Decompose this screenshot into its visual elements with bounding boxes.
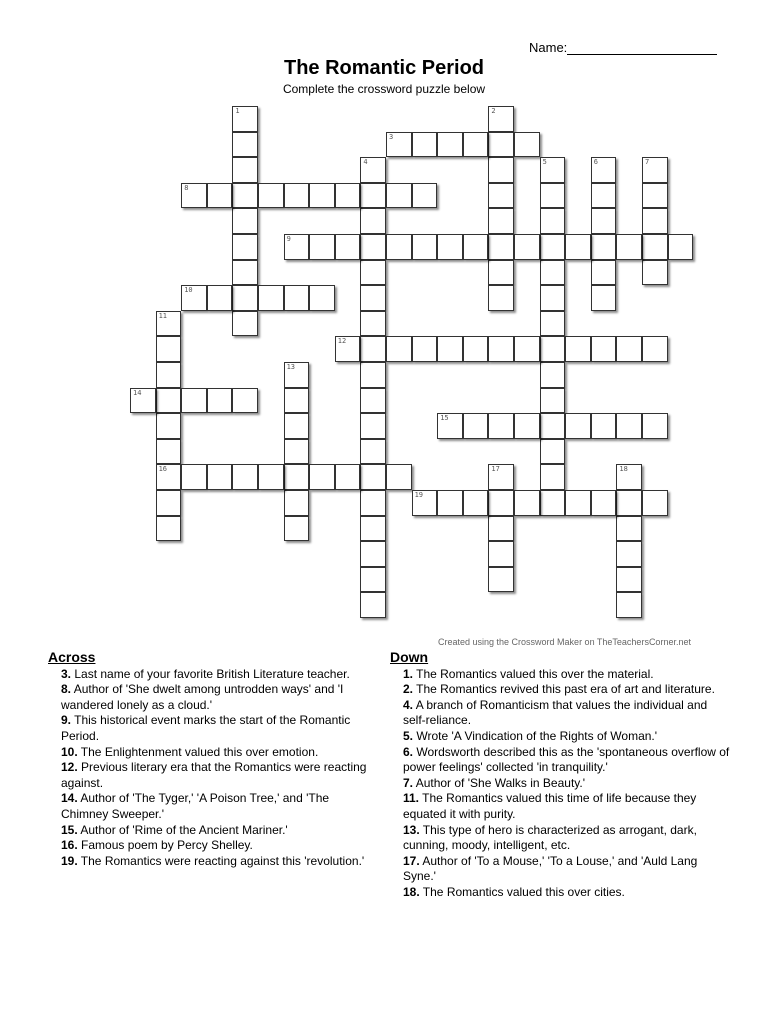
crossword-cell[interactable] (360, 567, 386, 593)
crossword-cell[interactable] (181, 464, 207, 490)
clue-number: 4 (363, 158, 368, 167)
crossword-cell[interactable] (565, 336, 591, 362)
crossword-cell[interactable] (642, 336, 668, 362)
crossword-cell[interactable] (540, 490, 566, 516)
crossword-cell[interactable] (335, 464, 361, 490)
crossword-cell[interactable] (232, 106, 258, 132)
crossword-cell[interactable] (616, 567, 642, 593)
crossword-cell[interactable] (360, 183, 386, 209)
crossword-cell[interactable] (540, 464, 566, 490)
crossword-cell[interactable] (412, 132, 438, 158)
crossword-cell[interactable] (642, 183, 668, 209)
clue-item (403, 682, 730, 698)
crossword-cell[interactable] (309, 464, 335, 490)
down-clue-list (403, 667, 730, 901)
crossword-cell[interactable] (616, 336, 642, 362)
clue-number: 9 (286, 235, 291, 243)
clue-item-number: 7. (403, 775, 414, 790)
crossword-cell[interactable] (284, 285, 310, 311)
crossword-cell[interactable] (360, 311, 386, 337)
crossword-cell[interactable] (540, 183, 566, 209)
crossword-cell[interactable] (309, 183, 335, 209)
crossword-cell[interactable] (360, 234, 386, 260)
crossword-cell[interactable] (284, 362, 310, 388)
crossword-cell[interactable] (284, 413, 310, 439)
clue-number: 8 (184, 183, 189, 192)
crossword-cell[interactable] (488, 490, 514, 516)
crossword-cell[interactable] (591, 413, 617, 439)
clue-number: 16 (158, 465, 168, 474)
crossword-cell[interactable] (642, 234, 668, 260)
crossword-cell[interactable] (335, 336, 361, 362)
crossword-cell[interactable] (488, 208, 514, 234)
clue-item-text: This historical event marks the start of the Romantic Period. (61, 713, 351, 743)
clue-item-text: The Romantics valued this time of life because they equated it with purity. (403, 791, 697, 821)
crossword-cell[interactable] (360, 336, 386, 362)
down-heading: Down (390, 649, 429, 665)
crossword-cell[interactable] (591, 260, 617, 286)
crossword-cell[interactable] (616, 234, 642, 260)
clue-item-text: Author of 'The Tyger,' 'A Poison Tree,' and 'The Chimney Sweeper.' (61, 791, 330, 821)
crossword-cell[interactable] (386, 336, 412, 362)
crossword-cell[interactable] (412, 183, 438, 209)
crossword-cell[interactable] (642, 260, 668, 286)
crossword-cell[interactable] (514, 234, 540, 260)
clue-item-text: The Romantics revived this past era of art and literature. (413, 682, 715, 697)
crossword-cell[interactable] (514, 413, 540, 439)
clue-item-text: Previous literary era that the Romantics were reacting against. (61, 760, 367, 790)
crossword-cell[interactable] (412, 336, 438, 362)
crossword-cell[interactable] (488, 260, 514, 286)
crossword-cell[interactable] (591, 336, 617, 362)
clue-item-text: The Romantics valued this over cities. (419, 884, 625, 899)
clue-number: 14 (133, 388, 142, 397)
clue-item-number: 19. (61, 853, 78, 868)
crossword-cell[interactable] (463, 413, 489, 439)
crossword-cell[interactable] (514, 132, 540, 158)
clue-item-number: 2. (403, 682, 414, 697)
crossword-cell[interactable] (540, 388, 566, 414)
clue-item-text: Famous poem by Percy Shelley. (77, 838, 253, 853)
crossword-cell[interactable] (360, 541, 386, 567)
crossword-cell[interactable] (540, 336, 566, 362)
crossword-cell[interactable] (156, 388, 182, 414)
clue-item-text: Author of 'She Walks in Beauty.' (413, 775, 586, 790)
crossword-cell[interactable] (540, 439, 566, 465)
page-subtitle: Complete the crossword puzzle below (282, 82, 486, 96)
crossword-cell[interactable] (207, 388, 233, 414)
crossword-cell[interactable] (616, 592, 642, 618)
crossword-cell[interactable] (232, 234, 258, 260)
crossword-cell[interactable] (488, 183, 514, 209)
crossword-cell[interactable] (335, 234, 361, 260)
crossword-cell[interactable] (130, 388, 156, 414)
crossword-cell[interactable] (232, 464, 258, 490)
clue-number: 5 (542, 158, 547, 167)
clue-item-number: 13. (403, 822, 420, 837)
clue-item (61, 791, 378, 822)
crossword-cell[interactable] (642, 208, 668, 234)
clue-item (61, 745, 378, 761)
crossword-cell[interactable] (284, 464, 310, 490)
clue-item-text: This type of hero is characterized as arrogant, dark, cunning, moody, intelligent, etc. (403, 822, 697, 853)
crossword-cell[interactable] (232, 208, 258, 234)
crossword-cell[interactable] (514, 336, 540, 362)
crossword-cell[interactable] (360, 388, 386, 414)
clue-item-text: Wordsworth described this as the 'spontaneous overflow of power feelings' collected 'in tranquility.' (403, 744, 730, 775)
crossword-cell[interactable] (207, 183, 233, 209)
clue-item (403, 698, 730, 729)
clue-item (61, 854, 378, 870)
clue-item-text: The Romantics were reacting against this 'revolution.' (77, 853, 365, 868)
crossword-cell[interactable] (668, 234, 694, 260)
crossword-cell[interactable] (258, 183, 284, 209)
crossword-cell[interactable] (360, 490, 386, 516)
crossword-cell[interactable] (258, 464, 284, 490)
crossword-cell[interactable] (156, 490, 182, 516)
crossword-cell[interactable] (616, 541, 642, 567)
clue-item (403, 667, 730, 683)
clue-item-number: 8. (61, 682, 72, 697)
crossword-cell[interactable] (232, 260, 258, 286)
crossword-cell[interactable] (540, 157, 566, 183)
crossword-cell[interactable] (616, 490, 642, 516)
crossword-cell[interactable] (591, 234, 617, 260)
page-title: The Romantic Period (283, 57, 485, 79)
crossword-cell[interactable] (463, 132, 489, 158)
crossword-cell[interactable] (284, 183, 310, 209)
crossword-cell[interactable] (540, 311, 566, 337)
clue-item-text: Wrote 'A Vindication of the Rights of Woman.' (413, 728, 658, 743)
crossword-cell[interactable] (335, 183, 361, 209)
clue-item (61, 760, 378, 791)
crossword-cell[interactable] (488, 285, 514, 311)
crossword-cell[interactable] (616, 464, 642, 490)
crossword-cell[interactable] (360, 413, 386, 439)
crossword-cell[interactable] (540, 208, 566, 234)
crossword-cell[interactable] (284, 439, 310, 465)
clue-item (403, 854, 730, 885)
clue-number: 12 (337, 337, 347, 346)
crossword-cell[interactable] (360, 362, 386, 388)
clue-item (403, 776, 730, 792)
crossword-cell[interactable] (232, 183, 258, 209)
crossword-cell[interactable] (437, 413, 463, 439)
clue-item-text: The Enlightenment valued this over emotion. (77, 744, 319, 759)
crossword-cell[interactable] (463, 490, 489, 516)
crossword-cell[interactable] (488, 234, 514, 260)
crossword-cell[interactable] (156, 464, 182, 490)
clue-item-number: 17. (403, 853, 420, 868)
crossword-cell[interactable] (360, 285, 386, 311)
clue-item (61, 667, 378, 683)
crossword-cell[interactable] (360, 208, 386, 234)
crossword-cell[interactable] (156, 311, 182, 337)
crossword-cell[interactable] (437, 336, 463, 362)
crossword-cell[interactable] (412, 490, 438, 516)
clue-item-number: 6. (403, 744, 414, 759)
clue-item-text: The Romantics valued this over the material. (413, 666, 654, 681)
crossword-cell[interactable] (437, 132, 463, 158)
crossword-cell[interactable] (591, 208, 617, 234)
crossword-cell[interactable] (488, 413, 514, 439)
crossword-cell[interactable] (642, 413, 668, 439)
crossword-cell[interactable] (360, 516, 386, 542)
crossword-cell[interactable] (207, 464, 233, 490)
crossword-cell[interactable] (488, 516, 514, 542)
clue-item-text: A branch of Romanticism that values the individual and self-reliance. (403, 697, 708, 728)
crossword-cell[interactable] (514, 490, 540, 516)
across-clue-list (61, 667, 378, 870)
crossword-cell[interactable] (232, 157, 258, 183)
clue-number: 6 (593, 158, 599, 167)
clue-number: 18 (619, 465, 628, 474)
clue-number: 17 (491, 465, 500, 474)
crossword-cell[interactable] (386, 132, 412, 158)
crossword-cell[interactable] (156, 336, 182, 362)
crossword-cell[interactable] (642, 490, 668, 516)
crossword-cell[interactable] (412, 234, 438, 260)
crossword-cell[interactable] (488, 132, 514, 158)
clue-number: 11 (158, 311, 168, 320)
crossword-cell[interactable] (463, 234, 489, 260)
crossword-cell[interactable] (616, 413, 642, 439)
clue-number: 7 (645, 158, 650, 167)
crossword-credit: Created using the Crossword Maker on TheTeachersCorner.net (438, 637, 691, 647)
clue-item (61, 713, 378, 744)
crossword-cell[interactable] (463, 336, 489, 362)
crossword-cell[interactable] (386, 464, 412, 490)
crossword-cell[interactable] (156, 413, 182, 439)
crossword-cell[interactable] (232, 132, 258, 158)
crossword-cell[interactable] (284, 234, 310, 260)
crossword-cell[interactable] (360, 439, 386, 465)
clue-item-number: 9. (61, 713, 72, 728)
crossword-cell[interactable] (565, 490, 591, 516)
crossword-cell[interactable] (540, 285, 566, 311)
crossword-cell[interactable] (156, 362, 182, 388)
crossword-cell[interactable] (488, 567, 514, 593)
crossword-cell[interactable] (181, 285, 207, 311)
crossword-cell[interactable] (309, 285, 335, 311)
crossword-cell[interactable] (360, 592, 386, 618)
crossword-cell[interactable] (386, 183, 412, 209)
crossword-cell[interactable] (488, 541, 514, 567)
crossword-cell[interactable] (488, 336, 514, 362)
crossword-cell[interactable] (540, 234, 566, 260)
clue-item (61, 823, 378, 839)
crossword-cell[interactable] (181, 388, 207, 414)
clue-item-text: Author of 'Rime of the Ancient Mariner.' (77, 822, 288, 837)
clue-item-text: Author of 'She dwelt among untrodden ways' and 'I wandered lonely as a cloud.' (61, 682, 344, 712)
clue-number: 2 (491, 107, 496, 115)
clue-item-number: 15. (61, 822, 78, 837)
crossword-cell[interactable] (284, 516, 310, 542)
clue-item-number: 11. (403, 791, 420, 806)
clue-item-number: 12. (61, 760, 78, 775)
clue-item-number: 4. (403, 697, 414, 712)
clue-item (403, 885, 730, 901)
crossword-cell[interactable] (540, 362, 566, 388)
crossword-cell[interactable] (360, 157, 386, 183)
clue-item-text: Author of 'To a Mouse,' 'To a Louse,' and 'Auld Lang Syne.' (403, 853, 698, 884)
crossword-cell[interactable] (360, 464, 386, 490)
crossword-cell[interactable] (284, 388, 310, 414)
crossword-cell[interactable] (565, 413, 591, 439)
clue-item (403, 729, 730, 745)
clue-number: 13 (286, 363, 296, 371)
clue-item (61, 838, 378, 854)
clue-item (403, 823, 730, 854)
crossword-cell[interactable] (591, 285, 617, 311)
crossword-cell[interactable] (616, 516, 642, 542)
crossword-cell[interactable] (591, 183, 617, 209)
crossword-cell[interactable] (156, 439, 182, 465)
clue-item-number: 16. (61, 838, 78, 853)
clue-item-number: 3. (61, 666, 72, 681)
across-heading: Across (48, 649, 96, 665)
crossword-cell[interactable] (591, 157, 617, 183)
crossword-cell[interactable] (181, 183, 207, 209)
crossword-cell[interactable] (540, 260, 566, 286)
clue-number: 3 (389, 132, 394, 141)
crossword-cell[interactable] (232, 311, 258, 337)
clue-item (403, 745, 730, 776)
crossword-cell[interactable] (488, 464, 514, 490)
clue-item-number: 1. (403, 666, 414, 681)
clue-item (403, 791, 730, 822)
clue-number: 10 (184, 286, 193, 295)
crossword-cell[interactable] (207, 285, 233, 311)
across-clues (48, 650, 378, 869)
clue-item (61, 682, 378, 713)
crossword-cell[interactable] (232, 388, 258, 414)
crossword-cell[interactable] (488, 106, 514, 132)
crossword-cell[interactable] (309, 234, 335, 260)
crossword-cell[interactable] (565, 234, 591, 260)
clue-item-number: 18. (403, 884, 420, 899)
crossword-cell[interactable] (488, 157, 514, 183)
down-clues (390, 650, 730, 901)
crossword-cell[interactable] (540, 413, 566, 439)
crossword-cell[interactable] (386, 234, 412, 260)
clue-item-text: Last name of your favorite British Literature teacher. (71, 666, 350, 681)
crossword-cell[interactable] (284, 490, 310, 516)
crossword-cell[interactable] (437, 234, 463, 260)
crossword-cell[interactable] (232, 285, 258, 311)
clue-number: 1 (235, 107, 240, 115)
crossword-cell[interactable] (642, 157, 668, 183)
clue-number: 15 (440, 414, 449, 423)
clue-item-number: 14. (61, 791, 78, 806)
crossword-cell[interactable] (258, 285, 284, 311)
clue-item-number: 10. (61, 744, 78, 759)
name-label: Name: (529, 40, 568, 55)
crossword-cell[interactable] (437, 490, 463, 516)
crossword-cell[interactable] (360, 260, 386, 286)
clue-number: 19 (414, 491, 424, 499)
crossword-cell[interactable] (156, 516, 182, 542)
crossword-cell[interactable] (591, 490, 617, 516)
clue-item-number: 5. (403, 728, 414, 743)
